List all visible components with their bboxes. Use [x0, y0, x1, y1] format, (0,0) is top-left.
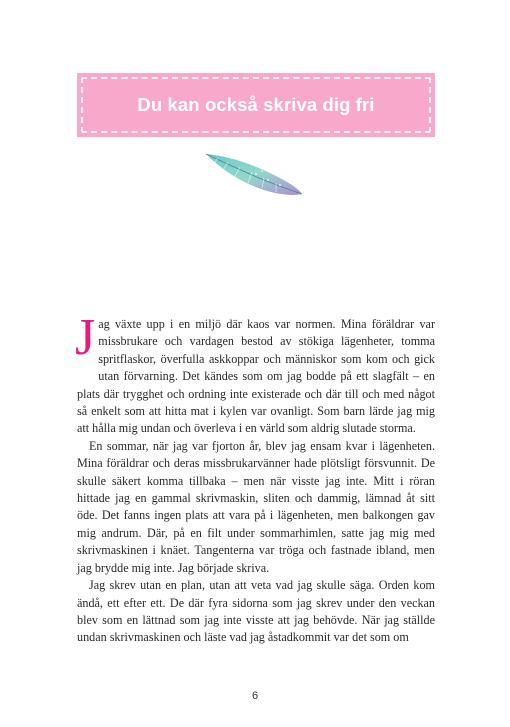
body-text [75, 309, 435, 647]
paragraph-2: En sommar, när jag var fjorton år, blev jag ensam kvar i lägenheten. Mina föräldrar och deras missbrukarvänner hade plötsligt försvunnit. De skulle säkert komma tillbaka – men när visste jag inte. Mitt i röran hittade jag en gammal skrivmaskin, sliten och dammig, lämnad åt sitt öde. Det fanns ingen plats att vara på i lägenheten, men balkongen gav mig andrum. Där, på en filt under sommarhimlen, satte jag mig med skrivmaskinen i knäet. Tangenterna var tröga och fastnade ibland, men jag brydde mig inte. Jag började skriva. [77, 438, 435, 575]
page-number: 6 [251, 690, 259, 702]
dropcap: J [75, 309, 96, 366]
paragraph-1 [75, 309, 435, 438]
paragraph-3: Jag skrev utan en plan, utan att veta vad jag skulle säga. Orden kom ändå, ett efter ett. De där fyra sidorna som jag skrev under den veckan blev som en lättnad som jag inte visste att jag behövde. När jag ställde undan skrivmaskinen och läste vad jag åstadkommit var det som om [77, 578, 435, 645]
paragraph-1-text: ag växte upp i en miljö där kaos var normen. Mina föräldrar var missbrukare och vardagen bestod av stökiga lägenheter, tomma spritflaskor, överfulla askkoppar och människor som kom och gick utan förvarning. Det kändes som om jag bodde på ett slagfält – en plats där trygghet och ordning inte existerade och där till och med något så enkelt som att hitta mat i kylen var ovanligt. Som barn lärde jag mig att hålla mig undan och överleva i en värld som aldrig slutade storma. [77, 317, 435, 436]
chapter-title: Du kan också skriva dig fri [137, 94, 375, 115]
chapter-title-box [77, 73, 435, 137]
feather-icon [198, 150, 308, 200]
